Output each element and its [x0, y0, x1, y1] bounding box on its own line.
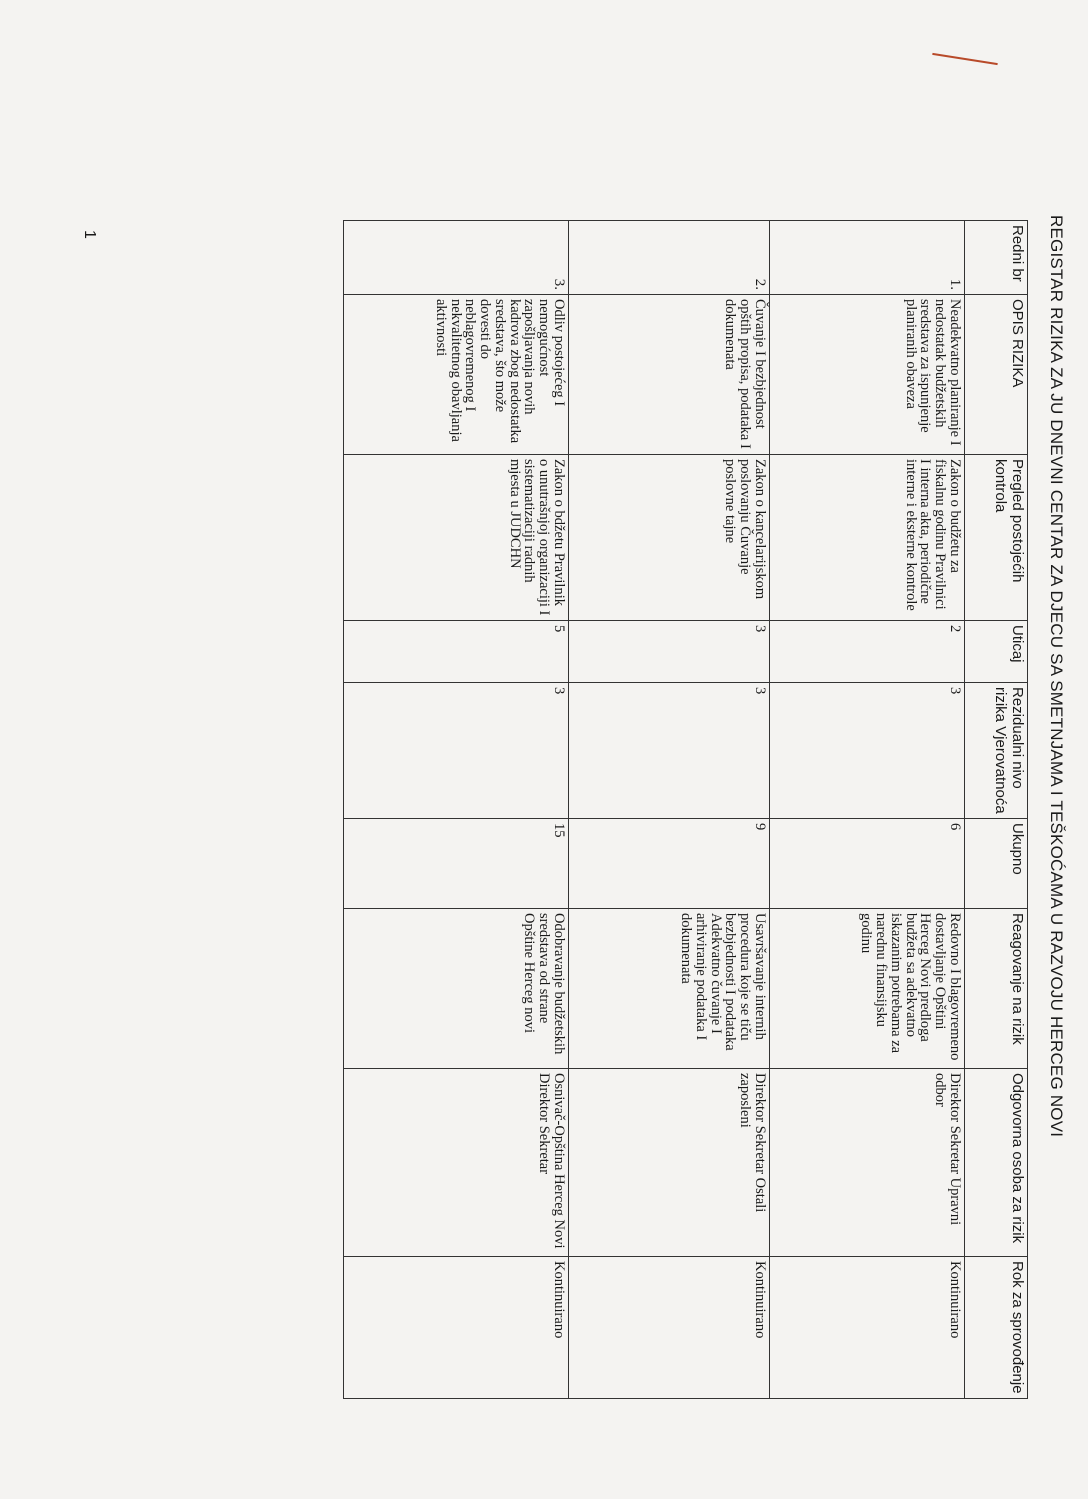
row-no: 1. [770, 221, 965, 295]
document-title: REGISTAR RIZIKA ZA JU DNEVNI CENTAR ZA DJECU SA SMETNJAMA I TEŠKOĆAMA U RAZVOJU HERCEG NOVI [1047, 215, 1066, 1138]
row-total: 9 [569, 819, 770, 909]
row-controls: Zakon o budžetu za fiskalnu godinu Pravilnici I interna akta, periodične interne i eksterne kontrole [770, 455, 965, 621]
row-description: Neadekvatno planiranje I nedostatak budžetskih sredstava za ispunjenje planiranih obaveza [770, 295, 965, 455]
row-controls: Zakon o kancelarijskom poslovanju Čuvanje poslovne tajne [569, 455, 770, 621]
table-row [344, 221, 569, 1399]
header-impact: Uticaj [965, 621, 1028, 683]
table-header-row [965, 221, 1028, 1399]
row-deadline: Kontinuirano [770, 1257, 965, 1399]
row-responsible: Direktor Sekretar Ostali zaposleni [569, 1069, 770, 1257]
row-responsible: Direktor Sekretar Upravni odbor [770, 1069, 965, 1257]
header-response: Reagovanje na rizik [965, 909, 1028, 1069]
row-impact: 3 [569, 621, 770, 683]
row-deadline: Kontinuirano [569, 1257, 770, 1399]
header-controls: Pregled postojećih kontrola [965, 455, 1028, 621]
header-deadline: Rok za sprovođenje [965, 1257, 1028, 1399]
header-description: OPIS RIZIKA [965, 295, 1028, 455]
row-probability: 3 [344, 683, 569, 819]
header-residual: Rezidualni nivo rizika Vjerovatnoća [965, 683, 1028, 819]
row-description: Odliv postojećeg I nemogućnost zapošljavanja novih kadrova zbog nedostatka sredstava, što može dovesti do neblagovremenog I nekvalitetnog obavljanja aktivnosti [344, 295, 569, 455]
header-no: Redni br [965, 221, 1028, 295]
row-probability: 3 [569, 683, 770, 819]
row-no: 2. [569, 221, 770, 295]
row-deadline: Kontinuirano [344, 1257, 569, 1399]
row-response: Usavršavanje internih procedura koje se tiču bezbjednosti I podataka Adekvatno čuvanje I arhiviranje podataka I dokumenata [569, 909, 770, 1069]
row-controls: Zakon o bdžetu Pravilnik o unutrašnjoj organizaciji I sistematizaciji radnih mjesta u JUDCHN [344, 455, 569, 621]
row-response: Odobravanje budžetskih sredstava od strane Opštine Herceg novi [344, 909, 569, 1069]
row-response: Redovno I blagovremeno dostavljanje Opštini Herceg Novi predloga budžeta sa adekvatno iskazanim potrebama za narednu finansijsku godinu [770, 909, 965, 1069]
row-description: Čuvanje I bezbjednost opštih propisa, podataka I dokumenata [569, 295, 770, 455]
row-impact: 5 [344, 621, 569, 683]
row-total: 6 [770, 819, 965, 909]
page-number: 1 [81, 230, 98, 239]
row-probability: 3 [770, 683, 965, 819]
row-no: 3. [344, 221, 569, 295]
table-row [569, 221, 770, 1399]
table-row [770, 221, 965, 1399]
row-impact: 2 [770, 621, 965, 683]
header-total: Ukupno [965, 819, 1028, 909]
header-responsible: Odgovorna osoba za rizik [965, 1069, 1028, 1257]
risk-register-table [343, 220, 1028, 1399]
row-responsible: Osnivač-Opština Herceg Novi Direktor Sekretar [344, 1069, 569, 1257]
row-total: 15 [344, 819, 569, 909]
